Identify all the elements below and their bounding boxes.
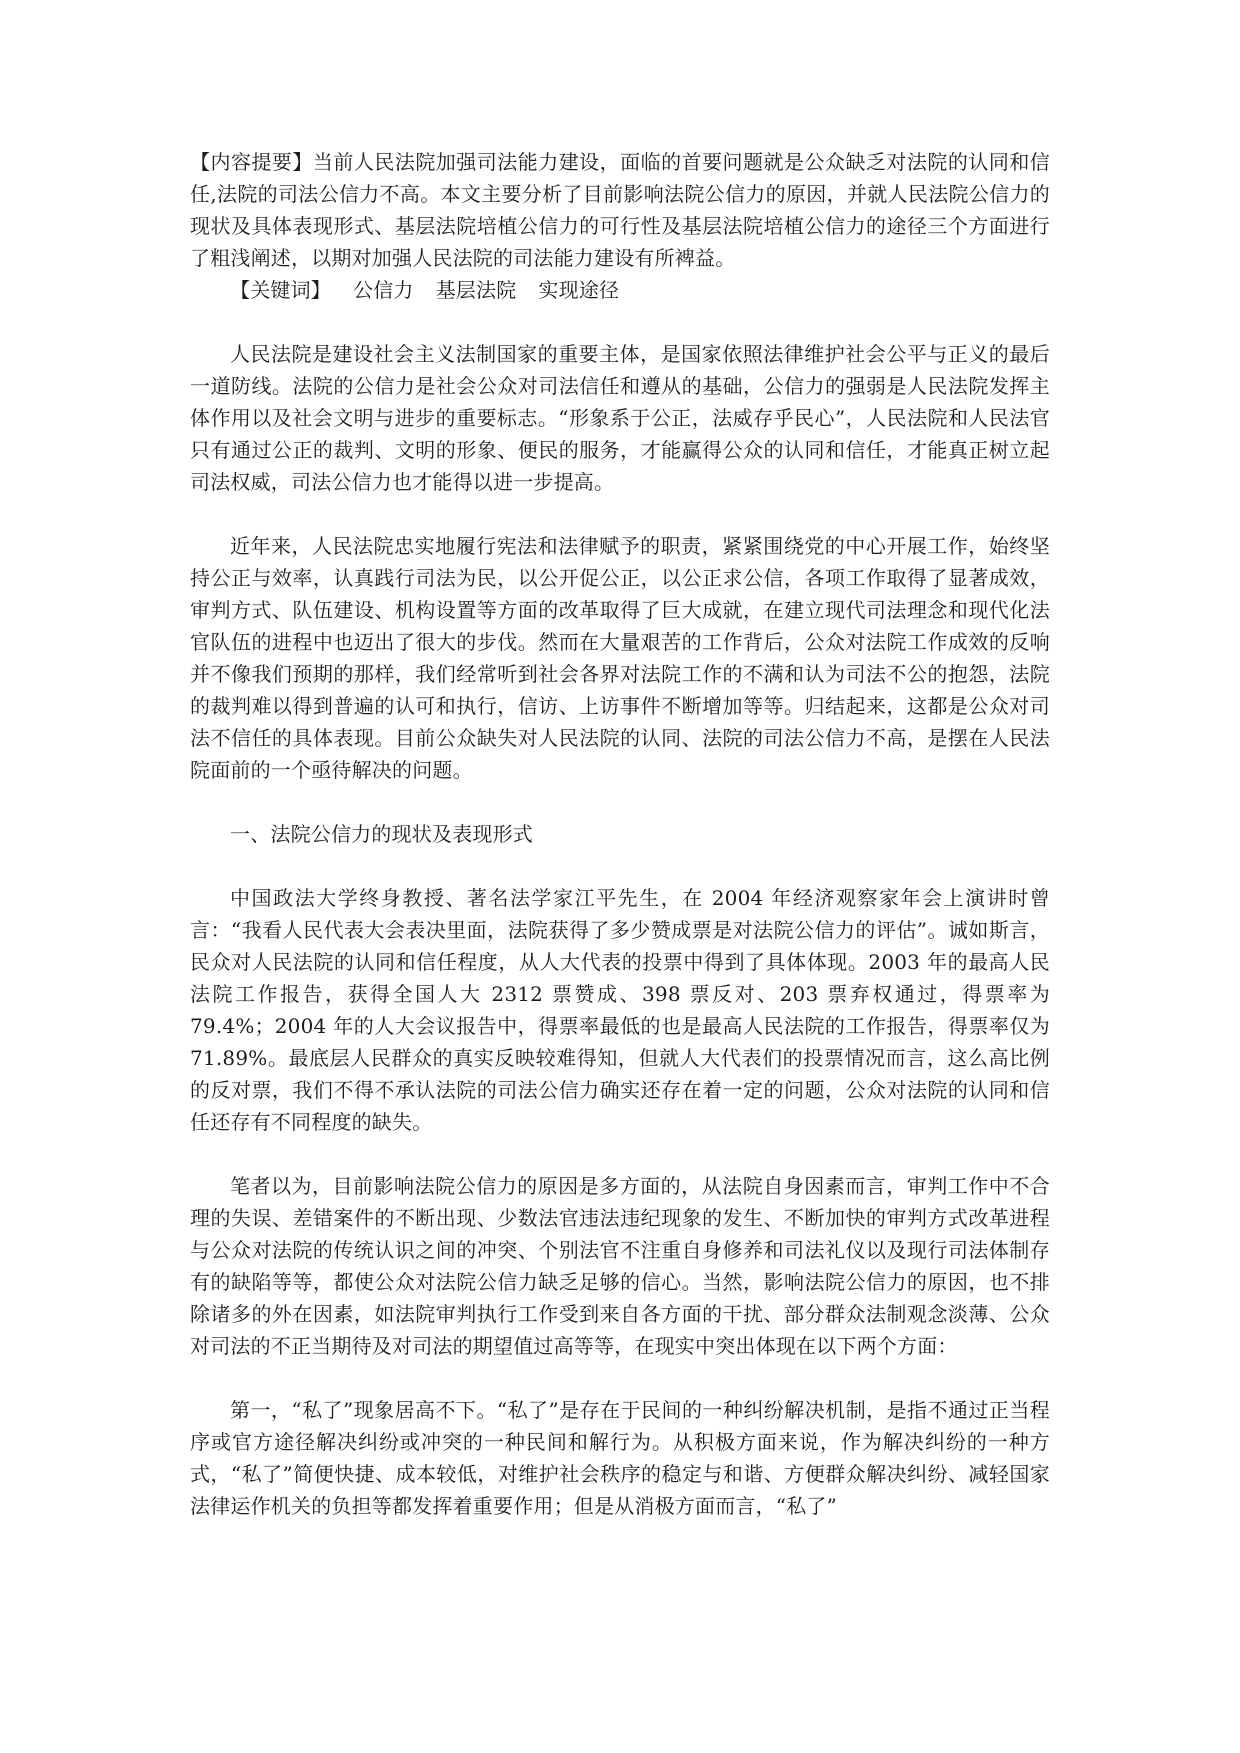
abstract-label: 【内容提要】	[190, 150, 313, 174]
keywords-line	[190, 274, 1050, 306]
document-body	[190, 146, 1050, 1554]
keyword-item: 基层法院	[435, 278, 517, 302]
abstract-text: 当前人民法院加强司法能力建设，面临的首要问题就是公众缺乏对法院的认同和信任,法院的司法公信力不高。本文主要分析了目前影响法院公信力的原因，并就人民法院公信力的现状及具体表现形式、基层法院培植公信力的可行性及基层法院培植公信力的途径三个方面进行了粗浅阐述，以期对加强人民法院的司法能力建设有所裨益。	[190, 150, 1051, 270]
body-paragraph: 中国政法大学终身教授、著名法学家江平先生，在 2004 年经济观察家年会上演讲时曾言：“我看人民代表大会表决里面，法院获得了多少赞成票是对法院公信力的评估”。诚如斯言，民众对人民法院的认同和信任程度，从人大代表的投票中得到了具体体现。2003 年的最高人民法院工作报告，获得全国人大 2312 票赞成、398 票反对、203 票弃权通过，得票率为 79.4%；2004 年的人大会议报告中，得票率最低的也是最高人民法院的工作报告，得票率仅为 71.89%。最底层人民群众的真实反映较难得知，但就人大代表们的投票情况而言，这么高比例的反对票，我们不得不承认法院的司法公信力确实还存在着一定的问题，公众对法院的认同和信任还存有不同程度的缺失。	[190, 886, 1050, 1134]
body-paragraph: 笔者以为，目前影响法院公信力的原因是多方面的，从法院自身因素而言，审判工作中不合理的失误、差错案件的不断出现、少数法官违法违纪现象的发生、不断加快的审判方式改革进程与公众对法院的传统认识之间的冲突、个别法官不注重自身修养和司法礼仪以及现行司法体制存有的缺陷等等，都使公众对法院公信力缺乏足够的信心。当然，影响法院公信力的原因，也不排除诸多的外在因素，如法院审判执行工作受到来自各方面的干扰、部分群众法制观念淡薄、公众对司法的不正当期待及对司法的期望值过高等等，在现实中突出体现在以下两个方面：	[190, 1174, 1050, 1358]
body-paragraph: 近年来，人民法院忠实地履行宪法和法律赋予的职责，紧紧围绕党的中心开展工作，始终坚持公正与效率，认真践行司法为民，以公开促公正，以公正求公信，各项工作取得了显著成效，审判方式、队伍建设、机构设置等方面的改革取得了巨大成就，在建立现代司法理念和现代化法官队伍的进程中也迈出了很大的步伐。然而在大量艰苦的工作背后，公众对法院工作成效的反响并不像我们预期的那样，我们经常听到社会各界对法院工作的不满和认为司法不公的抱怨，法院的裁判难以得到普遍的认可和执行，信访、上访事件不断增加等等。归结起来，这都是公众对司法不信任的具体表现。目前公众缺失对人民法院的认同、法院的司法公信力不高，是摆在人民法院面前的一个亟待解决的问题。	[190, 534, 1050, 782]
body-paragraph: 第一，“私了”现象居高不下。“私了”是存在于民间的一种纠纷解决机制，是指不通过正当程序或官方途径解决纠纷或冲突的一种民间和解行为。从积极方面来说，作为解决纠纷的一种方式，“私了”简便快捷、成本较低，对维护社会秩序的稳定与和谐、方便群众解决纠纷、减轻国家法律运作机关的负担等都发挥着重要作用；但是从消极方面而言，“私了”	[190, 1398, 1050, 1518]
keyword-item: 公信力	[353, 278, 414, 302]
keyword-item: 实现途径	[538, 278, 620, 302]
section-heading: 一、法院公信力的现状及表现形式	[230, 822, 533, 846]
keywords-label: 【关键词】	[230, 278, 331, 302]
abstract-paragraph	[190, 146, 1050, 274]
body-paragraph: 人民法院是建设社会主义法制国家的重要主体，是国家依照法律维护社会公平与正义的最后一道防线。法院的公信力是社会公众对司法信任和遵从的基础，公信力的强弱是人民法院发挥主体作用以及社会文明与进步的重要标志。“形象系于公正，法威存乎民心”，人民法院和人民法官只有通过公正的裁判、文明的形象、便民的服务，才能赢得公众的认同和信任，才能真正树立起司法权威，司法公信力也才能得以进一步提高。	[190, 342, 1050, 494]
